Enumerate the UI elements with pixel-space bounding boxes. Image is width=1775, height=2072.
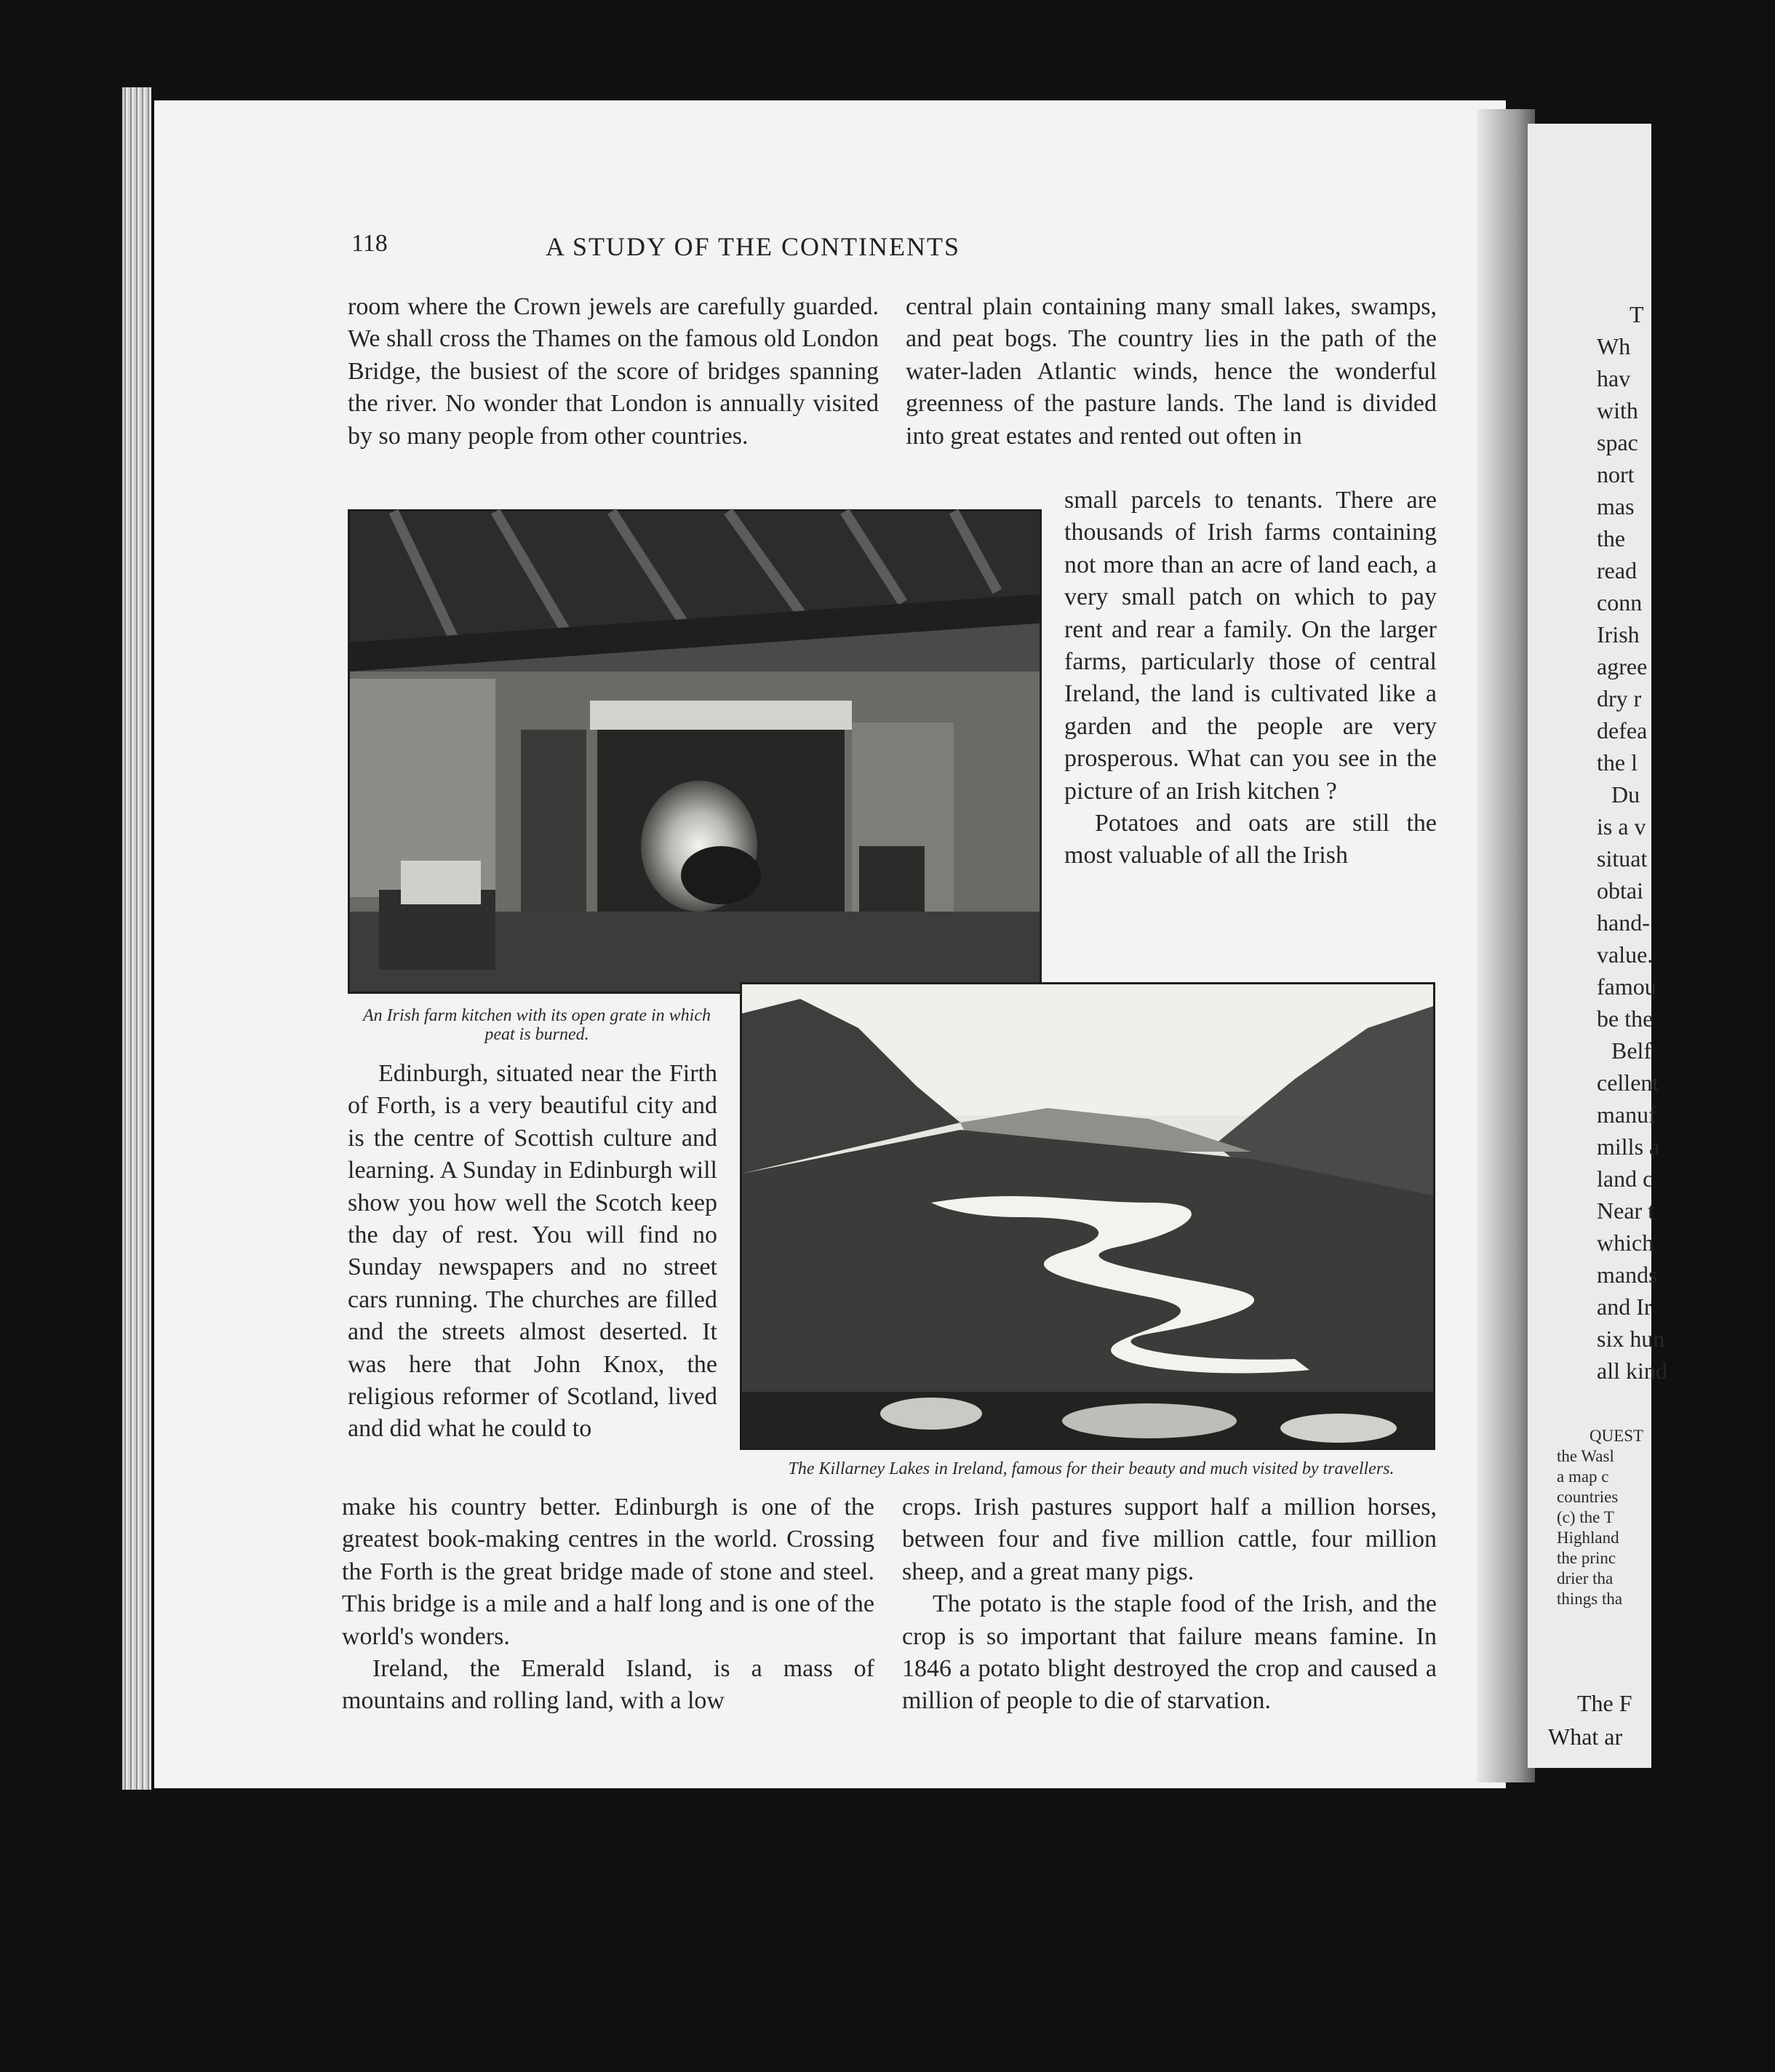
- paragraph-edinburgh: Edinburgh, situated near the Firth of Forth, is a very beautiful city and is the centre of Scottish culture and learning. A Sunday in Edinburgh will show you how well the Scotch keep the day of rest. You will find no Sunday newspapers and no street cars running. The churches are filled and the streets almost deserted. It was here that John Knox, the religious reformer of Scotland, lived and did what he could to: [348, 1060, 717, 1443]
- facing-page-text: [1539, 298, 1757, 1387]
- question-line: (c) the T: [1557, 1508, 1614, 1526]
- facing-line: mands: [1597, 1262, 1658, 1288]
- facing-line: obtai: [1597, 877, 1643, 904]
- facing-line: Irish: [1597, 621, 1640, 648]
- facing-line: spac: [1597, 429, 1638, 455]
- paragraph-irish-farms: small parcels to tenants. There are thousands of Irish farms containing not more than an acre of land each, a very small patch on which to pay rent and rear a family. On the larger farms, particularly those of central Ireland, the land is cultivated like a garden and the people are very prosperous. What can you see in the picture of an Irish kitchen ?: [1064, 487, 1437, 805]
- question-line: the princ: [1557, 1549, 1616, 1567]
- facing-line: T: [1630, 301, 1644, 327]
- left-wrap-column: [348, 1058, 717, 1446]
- facing-line: manuf: [1597, 1101, 1656, 1128]
- facing-bottom-line: What ar: [1548, 1724, 1623, 1750]
- page-number: 118: [351, 230, 388, 257]
- facing-line: Wh: [1597, 333, 1631, 359]
- lakes-caption: The Killarney Lakes in Ireland, famous for their beauty and much visited by travellers.: [788, 1459, 1395, 1478]
- left-column-top: [348, 291, 879, 453]
- facing-line: land c: [1597, 1166, 1654, 1192]
- facing-line: with: [1597, 397, 1638, 423]
- facing-line: the l: [1597, 749, 1638, 776]
- facing-line: is a v: [1597, 813, 1646, 840]
- killarney-lakes-photo: [740, 982, 1435, 1450]
- paragraph-emerald-island: Ireland, the Emerald Island, is a mass of mountains and rolling land, with a low: [342, 1655, 874, 1715]
- left-column-bottom: [342, 1491, 874, 1718]
- irish-kitchen-photo: [348, 509, 1042, 994]
- paragraph-pastures: crops. Irish pastures support half a million horses, between four and five million cattle, four million sheep, and a great many pigs.: [902, 1494, 1437, 1585]
- facing-line: six hun: [1597, 1326, 1665, 1352]
- facing-bottom: [1548, 1686, 1632, 1753]
- paragraph-book-making: make his country better. Edinburgh is one of the greatest book-making centres in the world. Crossing the Forth is the great bridge made of stone and steel. This bridge is a mile and a half long and is one of the world's wonders.: [342, 1494, 874, 1650]
- facing-line: read: [1597, 557, 1638, 583]
- facing-line: Du: [1611, 781, 1640, 808]
- facing-line: and Ir: [1597, 1294, 1652, 1320]
- facing-line: value.: [1597, 941, 1654, 968]
- paragraph-potato-famine: The potato is the staple food of the Irish, and the crop is so important that failure means famine. In 1846 a potato blight destroyed the crop and caused a million of people to die of starvation.: [902, 1590, 1437, 1715]
- facing-line: conn: [1597, 589, 1643, 615]
- facing-line: Near t: [1597, 1198, 1655, 1224]
- facing-line: be the: [1597, 1005, 1654, 1032]
- facing-line: situat: [1597, 845, 1648, 872]
- right-column-top: [906, 291, 1437, 453]
- book-gutter: [1477, 109, 1535, 1782]
- question-line: QUEST: [1589, 1427, 1644, 1445]
- facing-line: defea: [1597, 717, 1648, 744]
- facing-bottom-line: The F: [1577, 1690, 1632, 1716]
- paragraph-potatoes-oats: Potatoes and oats are still the most valuable of all the Irish: [1064, 810, 1437, 869]
- facing-line: the: [1597, 525, 1626, 551]
- facing-line: all kind: [1597, 1358, 1667, 1384]
- facing-line: famou: [1597, 973, 1656, 1000]
- paragraph-ireland-plain: central plain containing many small lakes, swamps, and peat bogs. The country lies in the path of the water-laden Atlantic winds, hence the wonderful greenness of the pasture lands. The land is divided into great estates and rented out often in: [906, 293, 1437, 450]
- right-wrap-column: [1064, 485, 1437, 872]
- facing-line: agree: [1597, 653, 1648, 680]
- facing-line: hand-: [1597, 909, 1650, 936]
- facing-line: mills a: [1597, 1133, 1660, 1160]
- question-line: the Wasl: [1557, 1447, 1614, 1465]
- question-line: countries: [1557, 1488, 1619, 1506]
- facing-line: mas: [1597, 493, 1635, 519]
- question-line: things tha: [1557, 1590, 1623, 1608]
- lakes-illustration: [742, 984, 1433, 1448]
- facing-line: cellent: [1597, 1069, 1659, 1096]
- question-line: Highland: [1557, 1529, 1619, 1547]
- kitchen-caption: An Irish farm kitchen with its open grate in which peat is burned.: [363, 1006, 711, 1044]
- paragraph-london: room where the Crown jewels are carefully guarded. We shall cross the Thames on the famous old London Bridge, the busiest of the score of bridges spanning the river. No wonder that London is annually visited by so many people from other countries.: [348, 293, 879, 450]
- facing-questions: [1557, 1426, 1775, 1609]
- question-line: a map c: [1557, 1467, 1609, 1486]
- facing-line: which: [1597, 1230, 1654, 1256]
- question-line: drier tha: [1557, 1569, 1614, 1587]
- facing-line: hav: [1597, 365, 1631, 391]
- kitchen-illustration: [350, 511, 1040, 992]
- right-column-bottom: [902, 1491, 1437, 1718]
- facing-line: nort: [1597, 461, 1635, 487]
- facing-line: Belf: [1611, 1037, 1652, 1064]
- running-title: A STUDY OF THE CONTINENTS: [545, 232, 960, 261]
- facing-line: dry r: [1597, 685, 1642, 712]
- page-edges: [122, 87, 151, 1790]
